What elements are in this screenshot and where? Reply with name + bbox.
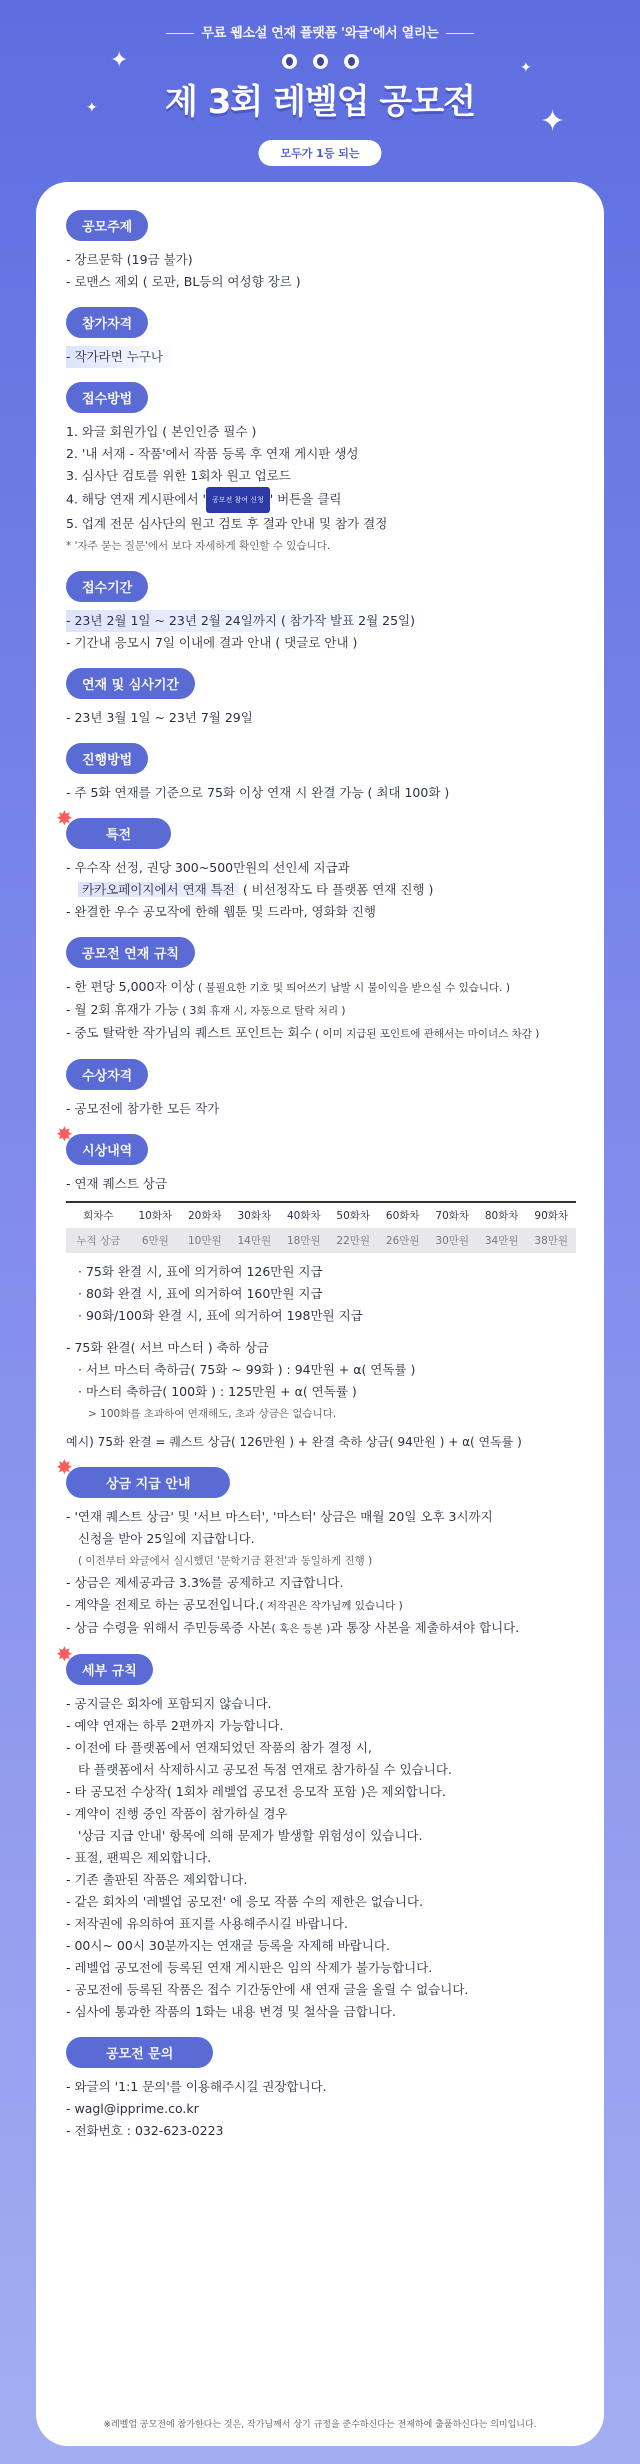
list-item: - 예약 연재는 하루 2편까지 가능합니다. [66,1718,284,1733]
dot-icon [313,54,328,69]
list-item-text: ( 비선정작도 타 플랫폼 연재 진행 ) [238,882,434,897]
table-header-cell: 80화차 [477,1202,526,1228]
section-badge [56,1642,153,1685]
hero-top-tag [0,22,640,41]
table-cell: 30만원 [427,1228,476,1253]
footnote: ※레벨업 공모전에 참가한다는 것은, 작가님께서 상기 규정을 준수하신다는 전제하에 출품하신다는 의미입니다. [103,2420,537,2430]
list-item: - 이전에 타 플랫폼에서 연재되었던 작품의 참가 결정 시, [66,1740,372,1755]
sparkle-icon: ✦ [520,60,532,76]
example-line: 예시) 75화 완결 = 퀘스트 상금( 126만원 ) + 완결 축하 상금( 94만원 ) + α( 연독률 ) [66,1435,522,1449]
section-details [56,1642,576,2023]
prize-table [66,1201,576,1253]
list-item: - 00시~ 00시 30분까지는 연재글 등록을 자제해 바랍니다. [66,1938,390,1953]
list-item: - 공모전에 참가한 모든 작가 [66,1101,220,1116]
table-header-cell: 40화차 [279,1202,328,1228]
list-item [66,999,576,1022]
list-item: - 와글의 '1:1 문의'를 이용해주시길 권장합니다. [66,2079,327,2094]
section-badge-text: 특전 [106,828,132,843]
list-item-text: - 상금 수령을 위해서 주민등록증 사본 [66,1620,272,1635]
table-header-cell: 50화차 [329,1202,378,1228]
sparkle-icon: ✦ [110,48,129,73]
list-item: - 우수작 선정, 권당 300~500만원의 선인세 지급과 [66,860,350,875]
table-header-cell: 30화차 [230,1202,279,1228]
section-badge-text: 시상내역 [82,1144,133,1159]
list-item: - 계약이 진행 중인 작품이 참가하실 경우 [66,1806,288,1821]
list-item-text: ' 버튼을 클릭 [269,491,342,507]
section-badge: 접수기간 [66,571,148,602]
table-header-cell: 90화차 [526,1202,576,1228]
list-item [66,1617,576,1640]
spacer [66,1327,576,1337]
hero-subtitle-pill: 모두가 1등 되는 [258,140,381,166]
list-item: 신청을 받아 25일에 지급합니다. [78,1531,255,1546]
list-item: - 공지글은 회차에 포함되지 않습니다. [66,1696,272,1711]
apply-button-chip: 공모전 참여 신청 [206,487,270,513]
section-badge [56,806,171,849]
list-item [66,976,576,999]
section-process [66,743,576,804]
table-header-cell: 20화차 [180,1202,229,1228]
section-winners [66,1059,576,1120]
section-badge [56,1122,148,1165]
list-item: · 마스터 축하금( 100화 ) : 125만원 + α( 연독률 ) [78,1384,357,1399]
list-item: - 연재 퀘스트 상금 [66,1176,167,1191]
table-header-cell: 60화차 [378,1202,427,1228]
section-serial [66,668,576,729]
list-item: - 23년 2월 1일 ~ 23년 2월 24일까지 ( 참가작 발표 2월 25일) [66,610,427,632]
divider [166,33,194,34]
list-item: · 80화 완결 시, 표에 의거하여 160만원 지급 [78,1286,323,1301]
dot-icon [344,54,359,69]
section-rules [66,937,576,1045]
list-item: 타 플랫폼에서 삭제하시고 공모전 독점 연재로 참가하실 수 있습니다. [78,1762,452,1777]
section-awards [56,1122,576,1453]
section-badge: 접수방법 [66,382,148,413]
list-item: 5. 업계 전문 심사단의 원고 검토 후 결과 안내 및 참가 결정 [66,516,388,531]
table-cell: 6만원 [131,1228,180,1253]
list-item: - 완결한 우수 공모작에 한해 웹툰 및 드라마, 영화화 진행 [66,904,376,919]
list-item: - 기간내 응모시 7일 이내에 결과 안내 ( 댓글로 안내 ) [66,635,358,650]
section-badge: 연재 및 심사기간 [66,668,195,699]
table-header-cell: 10화차 [131,1202,180,1228]
table-cell: 26만원 [378,1228,427,1253]
hero-top-tag-text: 무료 웹소설 연재 플랫폼 '와글'에서 열리는 [201,26,439,41]
star-icon: ✸ [56,1455,73,1479]
list-item [66,1594,576,1617]
table-header-cell: 회차수 [66,1202,131,1228]
list-item: '상금 지급 안내' 항목에 의해 문제가 발생할 위험성이 있습니다. [78,1828,423,1843]
sparkle-icon: ✦ [86,100,98,116]
section-badge: 공모전 문의 [66,2037,213,2068]
list-item-note: * '자주 묻는 질문'에서 보다 자세하게 확인할 수 있습니다. [66,540,331,552]
list-item: - 타 공모전 수상작( 1회차 레벨업 공모전 응모작 포함 )은 제외합니다. [66,1784,446,1799]
section-badge-text: 상금 지급 안내 [106,1477,191,1492]
list-item: - 같은 회차의 '레벨업 공모전' 에 응모 작품 수의 제한은 없습니다. [66,1894,423,1909]
list-item: · 90화/100화 완결 시, 표에 의거하여 198만원 지급 [78,1308,363,1323]
list-item-text: - 한 편당 5,000자 이상 [66,979,195,994]
section-badge [56,1455,230,1498]
list-item: - 장르문학 (19금 불가) [66,252,193,267]
list-item-note: ( 이미 지급된 포인트에 관해서는 마이너스 차감 ) [311,1028,540,1040]
list-item: · 75화 완결 시, 표에 의거하여 126만원 지급 [78,1264,323,1279]
table-cell: 18만원 [279,1228,328,1253]
list-item-note: ( 3회 휴재 시, 자동으로 탈락 처리 ) [178,1005,346,1017]
section-badge: 참가자격 [66,307,148,338]
divider [446,33,474,34]
list-item: - '연재 퀘스트 상금' 및 '서브 마스터', '마스터' 상금은 매월 20일 오후 3시까지 [66,1509,493,1524]
section-badge: 진행방법 [66,743,148,774]
section-method [66,382,576,557]
hero-dots-decoration [0,54,640,69]
list-item-highlight: 카카오페이지에서 연재 특전 [78,882,239,897]
list-item: - 로맨스 제외 ( 로판, BL등의 여성향 장르 ) [66,274,301,289]
star-icon: ✸ [56,1122,73,1146]
list-item-text: - 월 2회 휴재가 가능 [66,1002,179,1017]
star-icon: ✸ [56,1642,73,1666]
table-cell: 38만원 [526,1228,576,1253]
list-item [66,1022,576,1045]
section-badge-text: 세부 규칙 [82,1664,137,1679]
section-payout [56,1455,576,1640]
table-cell: 누적 상금 [66,1228,131,1253]
table-cell: 14만원 [230,1228,279,1253]
section-benefit [56,806,576,923]
section-contact [66,2037,576,2142]
list-item: - 주 5화 연재를 기준으로 75화 이상 연재 시 완결 가능 ( 최대 100화 ) [66,785,450,800]
main-content-card [36,182,604,2446]
section-badge: 공모전 연재 규칙 [66,937,195,968]
list-item: - 표절, 팬픽은 제외합니다. [66,1850,212,1865]
list-item: - 공모전에 등록된 작품은 접수 기간동안에 새 연재 글을 올릴 수 없습니다. [66,1982,469,1997]
table-cell: 34만원 [477,1228,526,1253]
list-item: - 75화 완결( 서브 마스터 ) 축하 상금 [66,1340,269,1355]
star-icon: ✸ [56,806,73,830]
list-item: - 상금은 제세공과금 3.3%를 공제하고 지급합니다. [66,1575,344,1590]
list-item: - 작가라면 누구나 [66,346,175,368]
list-item: - 저작권에 유의하여 표지를 사용해주시길 바랍니다. [66,1916,348,1931]
section-badge: 공모주제 [66,210,148,241]
list-item-text: 4. 해당 연재 게시판에서 ' [66,491,206,507]
email-link[interactable]: - wagl@ipprime.co.kr [66,2101,199,2116]
page-title: 제 3회 레벨업 공모전 [165,82,475,122]
list-item: - 23년 3월 1일 ~ 23년 7월 29일 [66,710,253,725]
table-row [66,1228,576,1253]
table-cell: 10만원 [180,1228,229,1253]
list-item-note: > 100화를 초과하여 연재해도, 초과 상금은 없습니다. [88,1408,337,1420]
list-item-note: ( 불필요한 기호 및 띄어쓰기 남발 시 불이익을 받으실 수 있습니다. ) [194,982,510,994]
phone-number: - 전화번호 : 032-623-0223 [66,2123,224,2138]
list-item-text: - 중도 탈락한 작가님의 퀘스트 포인트는 회수 [66,1025,312,1040]
table-header-cell: 70화차 [427,1202,476,1228]
list-item [66,487,576,513]
section-eligibility [66,307,576,368]
table-header-row [66,1202,576,1228]
list-item-text: 과 통장 사본을 제출하셔야 합니다. [330,1620,520,1635]
list-item: 2. '내 서재 - 작품'에서 작품 등록 후 연재 게시판 생성 [66,446,359,461]
list-item: · 서브 마스터 축하금( 75화 ~ 99화 ) : 94만원 + α( 연독률 ) [78,1362,416,1377]
list-item-note: ( 이전부터 와글에서 실시했던 '문학기금 환전'과 동일하게 진행 ) [78,1555,373,1567]
sparkle-icon: ✦ [540,104,566,139]
list-item: - 기존 출판된 작품은 제외합니다. [66,1872,248,1887]
hero-banner [0,0,640,180]
section-badge: 수상자격 [66,1059,148,1090]
dot-icon [282,54,297,69]
section-period [66,571,576,654]
table-cell: 22만원 [329,1228,378,1253]
list-item-note: ( 저작권은 작가님께 있습니다 ) [259,1600,403,1612]
list-item: - 레벨업 공모전에 등록된 연재 게시판은 임의 삭제가 불가능합니다. [66,1960,433,1975]
section-theme [66,210,576,293]
list-item: 3. 심사단 검토를 위한 1회차 원고 업로드 [66,468,291,483]
list-item-note: ( 혹은 등본 ) [271,1623,331,1635]
list-item-text: - 계약을 전제로 하는 공모전입니다. [66,1597,260,1612]
list-item: - 심사에 통과한 작품의 1화는 내용 변경 및 철삭을 금합니다. [66,2004,396,2019]
list-item [66,879,576,901]
list-item: 1. 와글 회원가입 ( 본인인증 필수 ) [66,424,257,439]
